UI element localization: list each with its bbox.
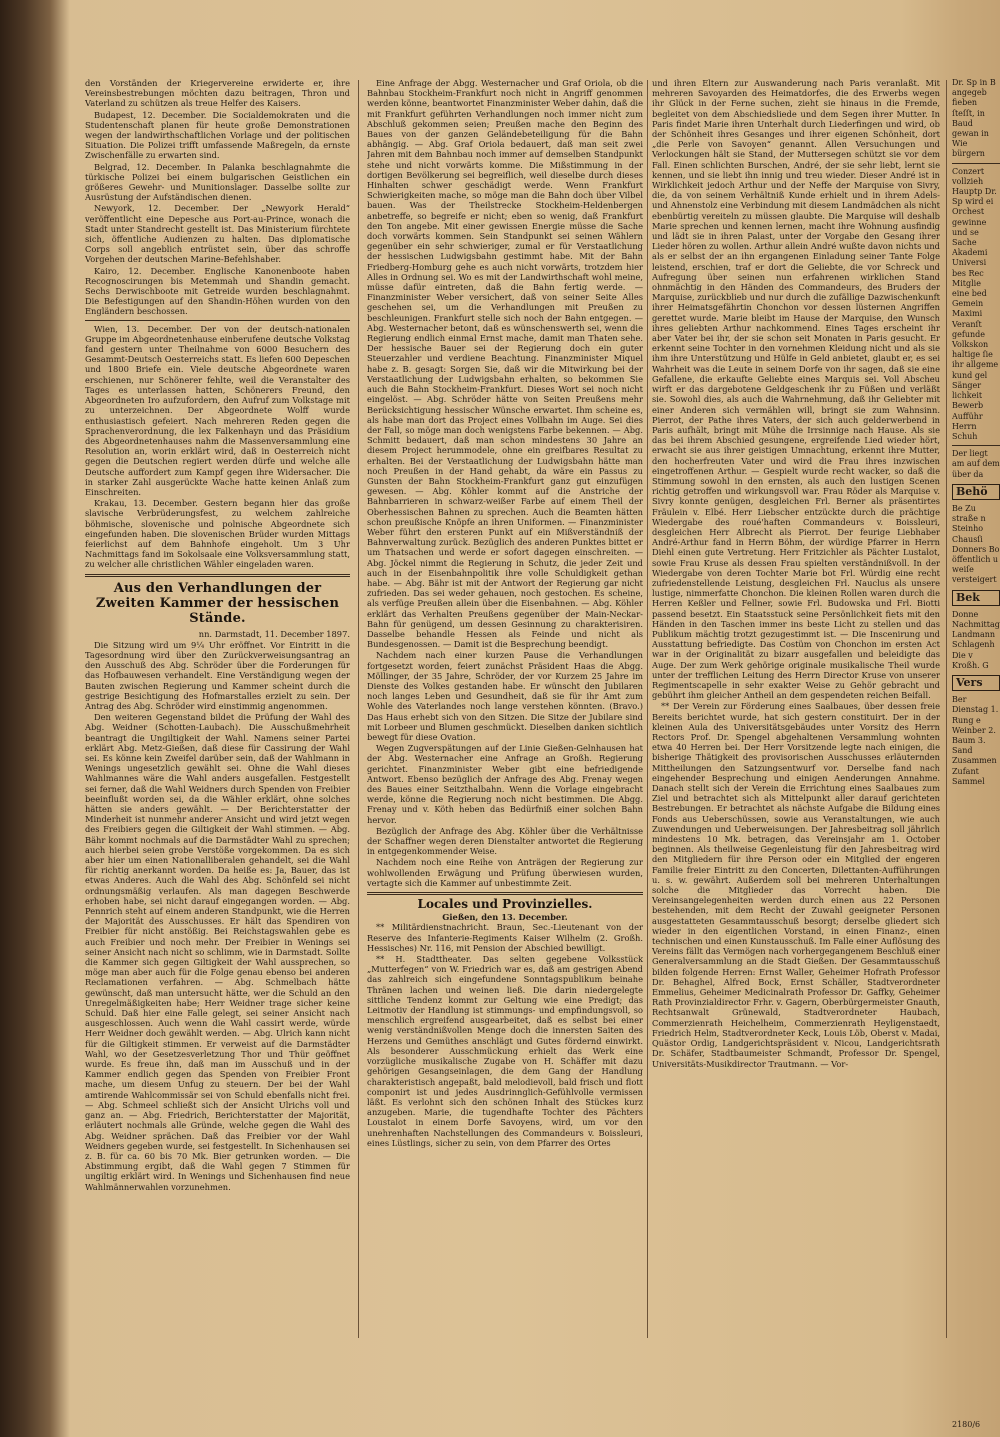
- article-paragraph: und ihren Eltern zur Auswanderung nach Paris veranlaßt. Mit mehreren Savoyarden des Heimatdorfes, die des Erwerbs wegen ihr Glück in der Ferne suchen, zieht sie hinaus in die Fremde, begleitet von dem Abschiedsliede und dem Segen ihrer Mutter. In Paris findet Marie ihren Unterhalt durch Liederfingen und wird, ob der Schönheit ihres Gesanges und ihrer eigenen Schönheit, dort „die Perle von Savoyen“ genannt. Allen Versuchungen und Verlockungen hält sie Stand, der Muttersegen schützt sie vor dem Fall. Einen schlichten Burschen, André, der sie sehr liebt, lernt sie kennen, und sie liebt ihn innig und treu wieder. Dieser André ist in Wirklichkeit jedoch Arthur und der Neffe der Marquise von Sivry, die, da von seinem Verhältniß Kunde erhielt und in ihrem Adels- und Ahnenstolz eine Verbindung mit diesem Landmädchen als nicht ebenbürtig vereiteln zu müssen glaubte. Die Marquise will deshalb Marie sprechen und kennen lernen, macht ihre Wohnung ausfindig und lädt sie in ihren Palast, unter der Vorgabe den Gesang ihrer Lieder hören zu wollen. Arthur allein André wußte davon nichts und als er selbst der an ihn ergangenen Einladung seiner Tante Folge leistend, erschien, traf er dort die Geliebte, die vor Schreck und Aufregung über seinen nun erfahrenen wirklichen Stand ohnmächtig in den Händen des Commandeurs, des Bruders der Marquise, zurückblieb und nur durch die zufällige Dazwischenkunft ihrer Heimatsgefährtin Chonchon vor dessen lüsternen Angriffen gerettet wurde. Marie bleibt im Hause der Marquise, den Wunsch ihres geliebten Arthur nachkommend. Eines Tages erscheint ihr aber Vater bei ihr, der sie schon seit Monaten in Paris gesucht. Er erkennt seine Tochter in den vornehmen Kleidung nicht und als sie ihm ihre Unterstützung und Hülfe in Geld anbietet, glaubt er, es sei Wahrheit was die Leute in seinem Dorfe von ihr sagen, daß sie eine Gefallene, die erkaufte Geliebte eines Marquis sei. Voll Abscheu wirft er das dargebotene Geldgeschenk ihr zu Füßen und verläßt sie. Sowohl dies, als auch die Wahrnehmung, daß ihr Geliebter mit einer Anderen sich vermählen will, bringt sie zum Wahnsinn. Pierrot, der Pathe ihres Vaters, der sich auch gelderwerbend in Paris aufhält, bringt mit Mühe die Irrsinnige nach Hause. Als sie das bei ihrem Abschied gesungene, ergreifende Lied wieder hört, erwacht sie aus ihrer geistigen Umnachtung, erkennt ihre Mutter, den hocherfreuten Vater und wird die Frau ihres inzwischen eingetroffenen Arthur. — Gespielt wurde recht wacker, so daß die Stimmung sowohl in den ernsten, als auch den lustigen Scenen richtig getroffen und wirkungsvoll war. Frau Röder als Marquise v. Sivry konnte genügen, desgleichen Frl. Berner als präsentirtes Fräulein v. Elbé. Herr Liebscher entzückte durch die prächtige Wiedergabe des roué'haften Commandeurs v. Boissleuri, desgleichen Herr Albrecht als Pierrot. Der feurige Liebhaber André-Arthur fand in Herrn Böhm, der würdige Pfarrer in Herrn Diehl einen gute Vertretung. Herr Fritzichler als Pächter Lustalot, sowie Frau Kruse als dessen Frau spielten verständnißvoll. In der Wiedergabe von deren Tochter Marie bot Frl. Würdig eine recht zufriedenstellende Leistung, desgleichen Frl. Nauclus als unsere lustige, nimmerfatte Chonchon. Die kleinen Rollen waren durch die Herren Keßler und Fellner, sowie Frl. Budowska und Frl. Biotti passend besetzt. Ein Staatsstuck seine Persönlichkeit fiets mit den Händen in den Taschen immer ins beste Licht zu stellen und das Publikum mächtig trotzt gezugestimmt ist. — Die Inscenirung und Ausstattung befriedigte. Das Costüm von Chonchon im ersten Act war in der Originalität zu bizarr ausgefallen und beleidigte das Auge. Der zum Werk gehörige originale musikalische Theil wurde unter der trefflichen Leitung des Herrn Director Kruse von unserer Regimentscapelle in sehr exakter Weise zu Gehör gebracht und gebührt ihm gleicher Antheil an dem gespendeten reichen Beifall.: [652, 78, 940, 701]
- section-heading: Locales und Provinzielles.: [417, 897, 593, 912]
- column-separator: [358, 80, 359, 1338]
- article-dateline: nn. Darmstadt, 11. December 1897.: [198, 628, 350, 639]
- local-news-item: ** Der Verein zur Förderung eines Saalbaues, über dessen freie Bereits berichtet wurde, hat sich gestern constituirt. Der in der kleinen Aula des Universitätsgebäudes unter Vorsitz des Herrn Rectors Prof. Dr. Spengel abgehaltenen Versammlung wohnten etwa 40 Herren bei. Der Herr Vorsitzende legte nach einigen, die bisherige Thätigkeit des provisorischen Ausschusses erläuternden Mittheilungen den Satzungsentwurf vor. Derselbe fand nach eingehender Besprechung und einigen Aenderungen Annahme. Danach stellt sich der Verein die Errichtung eines Saalbaues zum Ziel und betrachtet sich als Mittelpunkt aller darauf gerichteten Bestrebungen. Er betrachtet als nächste Aufgabe die Bildung eines Fonds aus Ueberschüssen, sowie aus Veranstaltungen, wie auch Zuwendungen und Ueberweisungen. Der Jahresbeitrag soll jährlich mindestens 10 Mk. betragen, das Vereinsjahr am 1. October beginnen. Als theilweise Gegenleistung für den Jahresbeitrag wird den Mitgliedern für ihre Person oder ein Mitglied der engeren Familie freier Eintritt zu den Concerten, Dilettanten-Aufführungen u. s. w. gewährt. Außerdem soll bei mehreren Unterhaltungen solche die Mitglieder das Vorrecht haben. Die Vereinsangelegenheiten werden durch einen aus 22 Personen bestehenden, mit dem Recht der Zuwahl geeigneter Personen ausgestatteten Gesammtausschuß besorgt; derselbe gliedert sich wieder in den eigentlichen Vorstand, in einen Finanz-, einen technischen und einen Kunstausschuß. Im Falle einer Auflösung des Vereins fällt das Vermögen nach vorhergegangenem Beschluß einer Generalversammlung an die Stadt Gießen. Der Gesammtausschuß bilden folgende Herren: Ernst Waller, Geheimer Hofrath Professor Dr. Behaghel, Alfred Bock, Ernst Schäller, Stadtverordneter Emmelius, Geheimer Medicinalrath Professor Dr. Gaffky, Geheimer Rath Provinzialdirector Frhr. v. Gagern, Oberbürgermeister Gnauth, Rechtsanwalt Grünewald, Stadtverordneter Haubach, Commerzienrath Heichelheim, Commerzienrath Heyligenstaedt, Friedrich Helm, Stadtverordneter Keck, Louis Löb, Oberst v. Madai, Quästor Ordig, Landgerichtspräsident v. Nicou, Landgerichtsrath Dr. Schäfer, Stadtbaumeister Schmandt, Professor Dr. Spengel, Universitäts-Musikdirector Trautmann. — Vor-: [652, 701, 940, 1069]
- news-kairo: Kairo, 12. December. Englische Kanonenboote haben Recognoscirungen bis Metemmah und Shandin gemacht. Sechs Derwischboote mit Getreide wurden beschlagnahmt. Die Befestigungen auf den Shandin-Höhen wurden von den Engländern beschossen.: [85, 265, 350, 317]
- article-paragraph: Die Sitzung wird um 9¼ Uhr eröffnet. Vor Eintritt in die Tagesordnung wird über den Zurückverweisungsantrag an den Ausschuß des Abg. Schröder über die Forderungen für das Hofbauwesen verhandelt. Eine Verständigung wegen der Bauten zwischen Regierung und Kammer scheint durch die gestrige Besichtigung des Hofmarstalles erzielt zu sein. Der Antrag des Abg. Schröder wird einstimmig angenommen.: [85, 639, 350, 711]
- column-separator: [647, 80, 648, 1338]
- news-budapest: Budapest, 12. December. Die Socialdemokraten und die Studentenschaft planen für heute große Demonstrationen wegen der landwirthschaftlichen Vorlage und der politischen Situation. Die Polizei trifft umfassende Maßregeln, da ernste Zwischenfälle zu erwarten sind.: [85, 109, 350, 161]
- cropped-text: Der liegt am auf dem über da: [952, 449, 1000, 479]
- divider: [85, 320, 350, 321]
- divider: [952, 163, 1000, 164]
- local-news-item: ** H. Stadttheater. Das selten gegebene Volksstück „Mutterfegen“ von W. Friedrich war es, daß am gestrigen Abend das zahlreich sich eingefundene Sonntagspublikum beinahe Thränen lachen und weinen ließ. Die darin niedergelegte sittliche Tendenz kommt zur Geltung wie eine Predigt; das Leitmotiv der Handlung ist stimmungs- und empfindungsvoll, so menschlich ergreifend ausgearbeitet, daß es selbst bei einer wenig verständnißvollen Menge doch die innersten Saiten des Herzens und Gemüthes anschlägt und Gutes fördernd einwirkt. Als besonderer Ausschmückung erhielt das Werk eine vorzügliche musikalische Zugabe von H. Schäffer mit dazu gehörigen Gesangseinlagen, die dem Gang der Handlung charakteristisch angepaßt, bald melodievoll, bald frisch und flott componirt ist und jedes Ausdrinnglich-Gefühlvolle vermissen läßt. Es verlohnt sich den schönen Inhalt des Stückes kurz anzugeben. Marie, die tugendhafte Tochter des Pächters Loustalot in einem Dorfe Savoyens, wird, um vor den unehrenhaften Nachstellungen des Commandeurs v. Boissleuri, eines Lüstlings, sicher zu sein, von dem Pfarrer des Ortes: [367, 954, 643, 1148]
- cropped-ad-text: Be Zu straße n Steinho Chausſi Donners Bo öffentlich u weiſe versteigert: [952, 503, 1000, 585]
- article-paragraph: Eine Anfrage der Abgg. Westernacher und Graf Oriola, ob die Bahnbau Stockheim-Frankfurt noch nicht in Angriff genommen werden könne, beantwortet Finanzminister Weber dahin, daß die mit Frankfurt geführten Verhandlungen noch immer nicht zum Abschluß gekommen seien; Preußen mache den Beginn des Baues von der ganzen Geländebeteiligung für die Bahn abhängig. — Abg. Graf Oriola bedauert, daß man seit zwei Jahren mit dem Bahnbau noch immer auf demselben Standpunkt stehe und nicht vorwärts komme. Die Mißstimmung in der dortigen Bevölkerung sei begreiflich, weil dieselbe durch dieses Hinhalten schwer geschädigt werde. Wenn Frankfurt Schwierigkeiten mache, so möge man die Bahn doch über Vilbel bauen. Was der Theilstrecke Stockheim-Heldenbergen anbetreffe, so begreife er nicht; eben so wenig, daß Frankfurt den Ton angebe. Mit einer gewissen Energie müsse die Sache doch vorwärts kommen. Sein Standpunkt sei seinen Wählern gegenüber ein sehr schwieriger, zumal er für Verstaatlichung der hessischen Ludwigsbahn gestimmt habe. Mit der Bahn Friedberg-Homburg gehe es auch nicht vorwärts, trotzdem hier Alles in Ordnung sei. Wo es mit der Landwirthschaft wohl meine, müsse dafür eintreten, daß die Bahn fertig werde. — Finanzminister Weber versichert, daß von seiner Seite Alles geschehen sei, um die Verhandlungen mit Preußen zu beschleunigen. Frankfurt stelle sich noch der Bahn entgegen. — Abg. Westernacher betont, daß es wünschenswerth sei, wenn die Regierung endlich einmal Ernst mache, damit man Thaten sehe. Der hessische Bauer sei der Regierung doch ein guter Steuerzahler und verdiene Beachtung. Finanzminister Miquel habe z. B. gesagt: Sorgen Sie, daß wir die Mitwirkung bei der Verstaatlichung der Ludwigsbahn erhalten, so bekommen Sie auch die Bahn Stockheim-Frankfurt. Dieses Wort sei noch nicht eingelöst. — Abg. Schröder hätte von Seiten Preußens mehr Berücksichtigung hessischer Wünsche erwartet. Ihm scheine es, als habe man dort das Project eines Vollbahn im Auge. Sei dies der Fall, so möge man doch wenigstens Farbe bekennen. — Abg. Schmitt bedauert, daß man schon mindestens 30 Jahre an diesem Project herummodele, ohne ein greifbares Resultat zu erhalten. Bei der Verstaatlichung der Ludwigsbahn hätte man noch Preußen in der Hand gehabt, da wäre ein Passus zu Gunsten der Bahn Stockheim-Frankfurt ganz gut einzufügen gewesen. — Abg. Köhler kommt auf die Anstriche der Bahnbarrieren in schwarz-weißer Farbe auf einem Theil der Oberhessischen Bahnen zu sprechen. Auch die Beamten hätten schon preußische Knöpfe an ihren Uniformen. — Finanzminister Weber führt den ersteren Punkt auf ein Mißverständniß der Bahnverwaltung zurück. Bezüglich des anderen Punktes bittet er um Thatsachen und werde er sofort dagegen einschreiten. — Abg. Jöckel nimmt die Regierung in Schutz, die jeder Zeit und auch in der Eisenbahnpolitik ihre volle Schuldigkeit gethan habe. — Abg. Bähr ist mit der Antwort der Regierung gar nicht zufrieden. Das sei weder gehauen, noch gestochen. Es scheine, als verfüge Preußen allein über die Eisenbahnen. — Abg. Köhler erklärt das Verhalten Preußens gegenüber der Main-Neckar-Bahn für genügend, um dessen Gesinnung zu charakterisiren. Dasselbe behandle Hessen als Feinde und nicht als Bundesgenossen. — Damit ist die Besprechung beendigt.: [367, 78, 643, 650]
- article-headline: Aus den Verhandlungen der Zweiten Kammer der hessischen Stände.: [95, 580, 340, 626]
- divider-double: [85, 574, 350, 577]
- ad-box-heading: Vers: [952, 675, 1000, 691]
- article-paragraph: Nachdem nach einer kurzen Pause die Verhandlungen fortgesetzt worden, feiert zunächst Präsident Haas die Abgg. Möllinger, der 35 Jahre, Schröder, der vor Kurzem 25 Jahre im Dienste des Volkes gestanden habe. Er wünscht den Jubilaren noch langes Leben und Gesundheit, daß sie für ihr Amt zum Wohle des Vaterlandes noch lange verstehen könnten. (Bravo.) Das Haus erhebt sich von den Sitzen. Die Sitze der Jubilare sind mit Lorbeer und Blumen geschmückt. Dieselben danken sichtlich bewegt für diese Ovation.: [367, 650, 643, 742]
- column-3: [652, 78, 940, 1343]
- column-4-cropped: [952, 78, 1000, 1343]
- local-news-item: ** Militärdienstnachricht. Braun, Sec.-Lieutenant von der Reserve des Infanterie-Regiments Kaiser Wilhelm (2. Großh. Hessisches) Nr. 116, mit Pension der Abschied bewilligt.: [367, 922, 643, 953]
- article-intro: den Vorständen der Kriegervereine erwiderte er, ihre Vereinsbestrebungen möchten dazu beitragen, Thron und Vaterland zu schützen als treue Helfer des Kaisers.: [85, 78, 350, 109]
- ad-box-heading: Bek: [952, 590, 1000, 606]
- divider: [952, 445, 1000, 446]
- cropped-ad-text: Donne Nachmittag Landmann Schlagenh Die v Kroßh. G: [952, 609, 1000, 670]
- column-separator: [946, 80, 947, 1338]
- article-paragraph: Den weiteren Gegenstand bildet die Prüfung der Wahl des Abg. Weidner (Schotten-Laubach). Die Ausschußmehrheit beantragt die Ungiltigkeit der Wahl. Namens seiner Partei erklärt Abg. Metz-Gießen, daß diese für Cassirung der Wahl sei. Es könne kein Zweifel darüber sein, daß der Wahlmann in Wenings ungesetzlich gewählt sei. Ohne die Wahl dieses Wahlmannes wäre die Wahl anders ausgefallen. Festgestellt sei ferner, daß die Wahl Weidners durch Spenden von Freibier beeinflußt worden sei, da die Wähler erklärt, ohne solches hätten sie anders gewählt. — Der Berichterstatter der Minderheit ist nunmehr anderer Ansicht und wird jetzt wegen des Freibiers gegen die Giltigkeit der Wahl stimmen. — Abg. Bähr kommt nochmals auf die Darmstädter Wahl zu sprechen; auch hierbei seien grobe Verstöße vorgekommen. Da es sich aber hier um einen Nationalliberalen gehandelt, sei die Wahl für richtig anerkannt worden. Da heiße es: Ja, Bauer, das ist etwas Anderes. Auch die Wahl des Abg. Schönfeld sei nicht ordnungsmäßig verlaufen. Als man dagegen Beschwerde erhoben habe, sei nicht darauf eingegangen worden. — Abg. Pennrich steht auf einem anderen Standpunkt, wie die Herren der Majorität des Ausschusses. Er hält das Spendiren von Freibier für nicht anstößig. Bei Reichstagswahlen gebe es auch Freibier und noch mehr. Der Freibier in Wenings sei seiner Ansicht nach nicht so schlimm, wie in Darmstadt. Sollte die Kammer sich gegen Giltigkeit der Wahl aussprechen, so möge man aber auch für die Folge genau ebenso bei anderen Reclamationen verfahren. — Abg. Schmelbach hätte gewünscht, daß man untersucht hätte, wer die Schuld an den Unregelmäßigkeiten habe; Herr Weidner trage sicher keine Schuld. Daß hier eine Falle gelegt, sei seiner Ansicht nach ausgeschlossen. Auch wenn die Wahl cassirt werde, würde Herr Weidner doch gewählt werden. — Abg. Ulrich kann nicht für die Giltigkeit stimmen. Er verweist auf die Darmstädter Wahl, wo der Gesetzesverletzung Thor und Thür geöffnet wurde. Es freue ihn, daß man im Ausschuß und in der Kammer endlich gegen das Spenden von Freibier Front mache, um diesem Unfug zu steuern. Der bei der Wahl amtirende Wahlcommissär sei von Schuld ebenfalls nicht frei. — Abg. Schmeel schließt sich der Ansicht Ulrichs voll und ganz an. — Abg. Friedrich, Berichterstatter der Majorität, erläutert nochmals alle Gründe, welche gegen die Wahl des Abg. Weidner sprächen. Daß das Freibier vor der Wahl Weidners gegeben wurde, sei festgestellt. In Sichenhausen sei z. B. für ca. 60 bis 70 Mk. Bier getrunken worden. — Die Abstimmung ergibt, daß die Wahl gegen 7 Stimmen für ungiltig erklärt wird. In Wenings und Sichenhausen find neue Wahlmännerwahlen vorzunehmen.: [85, 712, 350, 1192]
- section-dateline: Gießen, den 13. December.: [442, 912, 568, 923]
- news-belgrad: Belgrad, 12. December. In Palanka beschlagnahmte die türkische Polizei bei einem bulgarischen Geistlichen ein größeres Gewehr- und Munitionslager. Dasselbe sollte zur Ausrüstung der Aufständischen dienen.: [85, 161, 350, 203]
- cropped-text: Conzert vollzieh Hauptp Dr. Sp wird ei Orchest gewinne und se Sache Akademi Universi bes Rec Mitglie eine bed Gemein Maximi Veranſt gefunde Volkskon haltige ſie ihr allgeme kund gel Sänger lichkeit Bewerb Aufführ Herrn Schuh: [952, 166, 999, 441]
- article-paragraph: Bezüglich der Anfrage des Abg. Köhler über die Verhältnisse der Schaffner wegen deren Dienstalter antwortet die Regierung in entgegenkommender Weise.: [367, 825, 643, 857]
- news-newyork: Newyork, 12. December. Der „Newyork Herald“ veröffentlicht eine Depesche aus Port-au-Prince, wonach die Stadt unter Standrecht gestellt ist. Das Ministerium fürchtete sich, öffentliche Audienzen zu halten. Das diplomatische Corps soll angeblich entrüstet sein, über das schroffe Vorgehen der deutschen Marine-Befehlshaber.: [85, 203, 350, 265]
- ad-box-heading: Behö: [952, 484, 1000, 500]
- news-krakau: Krakau, 13. December. Gestern begann hier das große slavische Verbrüderungsfest, zu welchem zahlreiche böhmische, slovenische und polnische Abgeordnete sich eingefunden haben. Die slovenischen Brüder wurden Mittags feierlichst auf dem Bahnhofe eingeholt. Um 3 Uhr Nachmittags fand im Sokolsaale eine Volksversammlung statt, zu welcher alle christlichen Wähler eingeladen waren.: [85, 498, 350, 570]
- news-wien: Wien, 13. December. Der von der deutsch-nationalen Gruppe im Abgeordnetenhause einberufene deutsche Volkstag fand gestern unter Theilnahme von 6000 Besuchern des Gesammt-Deutsch Oesterreichs statt. Es liefen 600 Depeschen und 1800 Briefe ein. Viele deutsche Abgeordnete waren erschienen, nur Schönerer fehlte, weil die Veranstalter des Tages es unterlassen hatten, Schönerers Freund, den Abgeordneten Iro aufzufordern, den Aufruf zum Volkstage mit zu unterzeichnen. Der Abgeordnete Wolff wurde enthusiastisch gefeiert. Nach mehreren Reden gegen die Sprachenverordnung, die lex Falkenhayn und das Präsidium des Abgeordnetenhauses nahm die Massenversammlung eine Resolution an, worin erklärt wird, daß in Oesterreich nicht gegen die Deutschen regiert werden dürfe und welche alle Deutsche auffordert zum Kampf gegen ihre Widersacher. Die in starker Zahl ausgerückte Wache hatte keinen Anlaß zum Einschreiten.: [85, 323, 350, 497]
- cropped-text: Dr. Sp in B angegeb fieben ſteſſt, in Baud gewan in Wie bürgern: [952, 78, 996, 159]
- article-paragraph: Wegen Zugverspätungen auf der Linie Gießen-Gelnhausen hat der Abg. Westernacher eine Anfrage an Großh. Regierung gerichtet. Finanzminister Weber gibt eine befriedigende Antwort. Ebenso bezüglich der Anfrage des Abg. Frenay wegen des Baues einer Seitzthalbahn. Wenn die Vorlage eingebracht werde, könne die Regierung noch nicht bestimmen. Die Abgg. Frenay und v. Köth heben das Bedürfniß einer solchen Bahn hervor.: [367, 743, 643, 825]
- divider-double: [367, 892, 643, 895]
- article-paragraph: Nachdem noch eine Reihe von Anträgen der Regierung zur wohlwollenden Erwägung und Prüfung überwiesen wurden, vertagte sich die Kammer auf unbestimmte Zeit.: [367, 857, 643, 888]
- cropped-ad-text: Ber Dienstag 1. Rung e Weinber 2. Baum 3. Sand Zusammen Zufant Sammel: [952, 695, 999, 786]
- ad-reference-number: 2180/6: [952, 1420, 981, 1429]
- page-binding-shadow: [0, 0, 70, 1437]
- column-1: [85, 78, 350, 1343]
- column-2: [367, 78, 643, 1343]
